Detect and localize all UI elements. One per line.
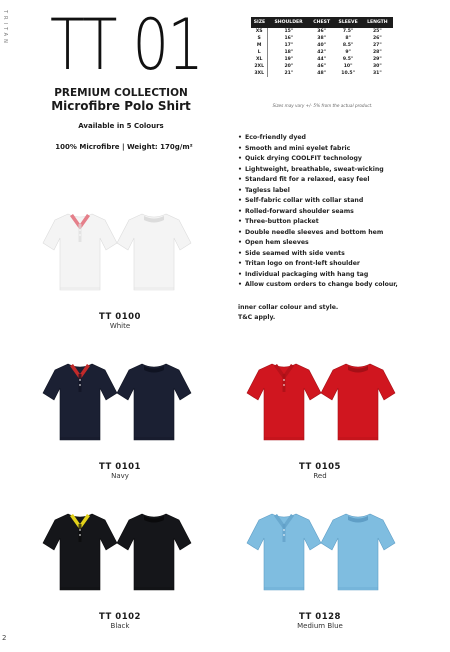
- feature-item: • Quick drying COOLFIT technology: [238, 154, 438, 165]
- size-cell: 15": [284, 29, 294, 34]
- size-cell: XS: [251, 28, 268, 35]
- size-row: [251, 42, 393, 49]
- size-row: [251, 49, 393, 56]
- features-list: [238, 133, 438, 291]
- product-subtitle: Microfibre Polo Shirt: [51, 99, 191, 113]
- shirt-back-image: [114, 358, 194, 447]
- size-cell: 10.5": [341, 71, 355, 76]
- size-note: Sizes may vary +/- 5% from the actual product.: [272, 103, 373, 108]
- size-cell: 19": [284, 57, 294, 62]
- size-chart-table: [251, 17, 393, 77]
- size-cell: 27": [372, 43, 382, 48]
- feature-item: • Tagless label: [238, 186, 438, 197]
- size-cell: 29": [372, 57, 382, 62]
- size-cell: 28": [372, 50, 382, 55]
- size-cell: 40": [317, 43, 327, 48]
- size-cell: 26": [372, 36, 382, 41]
- size-cell: 44": [317, 57, 327, 62]
- feature-item: • Double needle sleeves and bottom hem: [238, 228, 438, 239]
- material-spec: 100% Microfibre | Weight: 170g/m²: [55, 143, 193, 151]
- size-cell: 48": [317, 71, 327, 76]
- page-number: 2: [2, 634, 7, 642]
- feature-item: • Standard fit for a relaxed, easy feel: [238, 175, 438, 186]
- size-cell: 25": [372, 29, 382, 34]
- shirt-front-image: [244, 508, 324, 597]
- size-row: [251, 28, 393, 35]
- shirt-back-image: [114, 208, 194, 297]
- shoulder-header: SHOULDER: [268, 17, 309, 28]
- feature-item: • Side seamed with side vents: [238, 249, 438, 260]
- product-code: TT 0101: [99, 462, 141, 472]
- product-code: TT 0105: [299, 462, 341, 472]
- size-cell: 42": [317, 50, 327, 55]
- size-cell: 8": [345, 36, 351, 41]
- shirt-back-image: [318, 508, 398, 597]
- availability-text: Available in 5 Colours: [78, 122, 164, 130]
- size-row: [251, 63, 393, 70]
- product-color-name: Black: [110, 622, 130, 630]
- size-cell: 46": [317, 64, 327, 69]
- size-cell: 16": [284, 36, 294, 41]
- feature-item: • Smooth and mini eyelet fabric: [238, 144, 438, 155]
- size-chart-header-row: [251, 17, 393, 28]
- size-cell: 2XL: [251, 63, 268, 70]
- feature-item: • Tritan logo on front-left shoulder: [238, 259, 438, 270]
- shirt-back-image: [114, 508, 194, 597]
- size-cell: 3XL: [251, 70, 268, 77]
- size-row: [251, 56, 393, 63]
- shirt-front-image: [40, 358, 120, 447]
- product-color-name: Red: [313, 472, 327, 480]
- feature-item: • Self-fabric collar with collar stand: [238, 196, 438, 207]
- size-cell: 7.5": [342, 29, 354, 34]
- size-cell: 21": [284, 71, 294, 76]
- size-cell: 10": [343, 64, 353, 69]
- shirt-front-image: [244, 358, 324, 447]
- size-cell: M: [251, 42, 268, 49]
- size-cell: 30": [372, 64, 382, 69]
- product-color-name: Medium Blue: [297, 622, 343, 630]
- product-title: TT 01: [50, 4, 203, 86]
- feature-item: • Open hem sleeves: [238, 238, 438, 249]
- feature-item: • Three-button placket: [238, 217, 438, 228]
- feature-item: • Lightweight, breathable, sweat-wicking: [238, 165, 438, 176]
- product-code: TT 0128: [299, 612, 341, 622]
- size-cell: 17": [284, 43, 294, 48]
- length-header: LENGTH: [362, 17, 392, 28]
- feature-item: • Allow custom orders to change body colour,: [238, 280, 438, 291]
- feature-item: • Rolled-forward shoulder seams: [238, 207, 438, 218]
- size-cell: 36": [317, 29, 327, 34]
- size-cell: 9": [345, 50, 351, 55]
- feature-item: • Eco-friendly dyed: [238, 133, 438, 144]
- size-header: SIZE: [251, 17, 268, 28]
- collection-subtitle: PREMIUM COLLECTION: [54, 87, 188, 99]
- size-cell: XL: [251, 56, 268, 63]
- size-cell: 9.5": [342, 57, 354, 62]
- features-footer: [238, 303, 438, 323]
- shirt-back-image: [318, 358, 398, 447]
- product-color-name: White: [109, 322, 131, 330]
- size-cell: L: [251, 49, 268, 56]
- size-cell: 8.5": [342, 43, 354, 48]
- product-code: TT 0102: [99, 612, 141, 622]
- product-code: TT 0100: [99, 312, 141, 322]
- product-color-name: Navy: [111, 472, 129, 480]
- size-cell: S: [251, 35, 268, 42]
- shirt-front-image: [40, 208, 120, 297]
- size-cell: 31": [372, 71, 382, 76]
- tc-note: T&C apply.: [238, 314, 276, 321]
- size-cell: 18": [284, 50, 294, 55]
- feature-item: • Individual packaging with hang tag: [238, 270, 438, 281]
- size-row: [251, 35, 393, 42]
- chest-header: CHEST: [309, 17, 334, 28]
- size-row: [251, 70, 393, 77]
- sleeve-header: SLEEVE: [334, 17, 362, 28]
- shirt-front-image: [40, 508, 120, 597]
- size-cell: 20": [284, 64, 294, 69]
- features-continued: inner collar colour and style.: [238, 304, 339, 311]
- size-cell: 38": [317, 36, 327, 41]
- brand-vertical-text: TRITAN: [2, 10, 8, 46]
